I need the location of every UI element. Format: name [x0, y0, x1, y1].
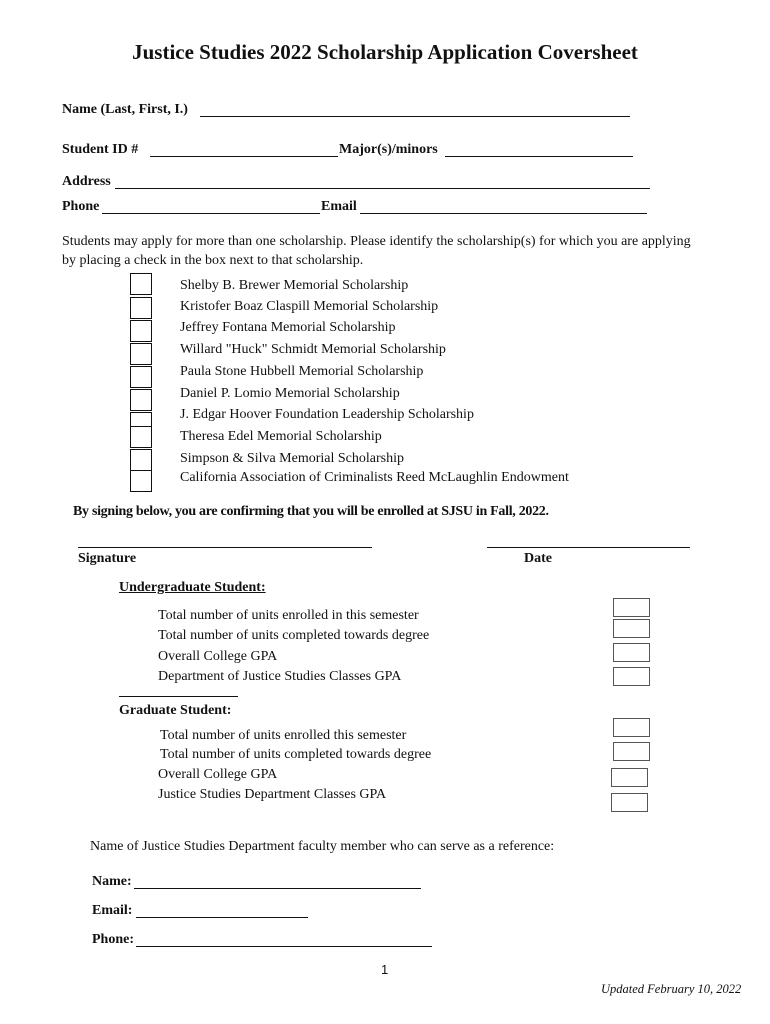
scholarship-checkbox-2[interactable]	[130, 297, 152, 319]
undergrad-item: Department of Justice Studies Classes GPA	[158, 669, 402, 684]
page-title: Justice Studies 2022 Scholarship Application Coversheet	[132, 40, 638, 64]
grad-item: Total number of units enrolled this semester	[160, 728, 407, 743]
undergraduate-heading: Undergraduate Student:	[119, 580, 266, 595]
date-field[interactable]	[487, 547, 690, 548]
student-id-field[interactable]	[150, 156, 338, 157]
scholarship-checkbox-6[interactable]	[130, 389, 152, 411]
reference-email-field[interactable]	[136, 917, 308, 918]
signature-label: Signature	[78, 551, 137, 566]
scholarship-label: Paula Stone Hubbell Memorial Scholarship	[180, 364, 424, 379]
major-field[interactable]	[445, 156, 633, 157]
email-field[interactable]	[360, 213, 647, 214]
student-id-label: Student ID #	[62, 142, 139, 157]
scholarship-checkbox-5[interactable]	[130, 366, 152, 388]
scholarship-checkbox-1[interactable]	[130, 273, 152, 295]
scholarship-label: Kristofer Boaz Claspill Memorial Scholarship	[180, 299, 439, 314]
scholarship-label: Simpson & Silva Memorial Scholarship	[180, 451, 404, 466]
divider	[119, 696, 238, 697]
reference-phone-label: Phone:	[92, 932, 134, 947]
scholarship-label: Shelby B. Brewer Memorial Scholarship	[180, 278, 409, 293]
grad-gpa-input[interactable]	[611, 768, 648, 787]
updated-date: Updated February 10, 2022	[601, 982, 742, 996]
scholarship-checkbox-10[interactable]	[130, 470, 152, 492]
reference-phone-field[interactable]	[136, 946, 432, 947]
phone-label: Phone	[62, 199, 100, 214]
undergrad-gpa-input[interactable]	[613, 643, 650, 662]
confirmation-text: By signing below, you are confirming that you will be enrolled at SJSU in Fall, 2022.	[73, 504, 549, 519]
undergrad-units-completed-input[interactable]	[613, 619, 650, 638]
grad-dept-gpa-input[interactable]	[611, 793, 648, 812]
instructions: Students may apply for more than one scholarship. Please identify the scholarship(s) for which you are applying by placing a check in the box next to that scholarship.	[62, 234, 691, 268]
major-label: Major(s)/minors	[339, 142, 438, 157]
undergrad-units-enrolled-input[interactable]	[613, 598, 650, 617]
reference-email-label: Email:	[92, 903, 133, 918]
grad-item: Justice Studies Department Classes GPA	[158, 787, 387, 802]
undergrad-item: Total number of units enrolled in this semester	[158, 608, 419, 623]
scholarship-label: Willard "Huck" Schmidt Memorial Scholarship	[180, 342, 446, 357]
scholarship-label: California Association of Criminalists Reed McLaughlin Endowment	[180, 470, 569, 485]
scholarship-label: Theresa Edel Memorial Scholarship	[180, 429, 382, 444]
graduate-heading: Graduate Student:	[119, 703, 232, 718]
grad-units-enrolled-input[interactable]	[613, 718, 650, 737]
scholarship-label: J. Edgar Hoover Foundation Leadership Scholarship	[180, 407, 474, 422]
grad-units-completed-input[interactable]	[613, 742, 650, 761]
undergrad-item: Total number of units completed towards degree	[158, 628, 430, 643]
name-label: Name (Last, First, I.)	[62, 102, 188, 117]
address-label: Address	[62, 174, 111, 189]
date-label: Date	[524, 551, 552, 566]
scholarship-checkbox-3[interactable]	[130, 320, 152, 342]
grad-item: Total number of units completed towards degree	[160, 747, 432, 762]
scholarship-label: Daniel P. Lomio Memorial Scholarship	[180, 386, 400, 401]
scholarship-checkbox-8[interactable]	[130, 426, 152, 448]
signature-field[interactable]	[78, 547, 372, 548]
reference-name-label: Name:	[92, 874, 132, 889]
reference-name-field[interactable]	[134, 888, 421, 889]
phone-field[interactable]	[102, 213, 320, 214]
name-field[interactable]	[200, 116, 630, 117]
undergrad-item: Overall College GPA	[158, 649, 278, 664]
undergrad-dept-gpa-input[interactable]	[613, 667, 650, 686]
email-label: Email	[321, 199, 357, 214]
scholarship-checkbox-9[interactable]	[130, 449, 152, 471]
scholarship-label: Jeffrey Fontana Memorial Scholarship	[180, 320, 396, 335]
address-field[interactable]	[115, 188, 650, 189]
scholarship-checkbox-4[interactable]	[130, 343, 152, 365]
page-number: 1	[381, 962, 389, 977]
grad-item: Overall College GPA	[158, 767, 278, 782]
reference-prompt: Name of Justice Studies Department faculty member who can serve as a reference:	[90, 839, 555, 854]
